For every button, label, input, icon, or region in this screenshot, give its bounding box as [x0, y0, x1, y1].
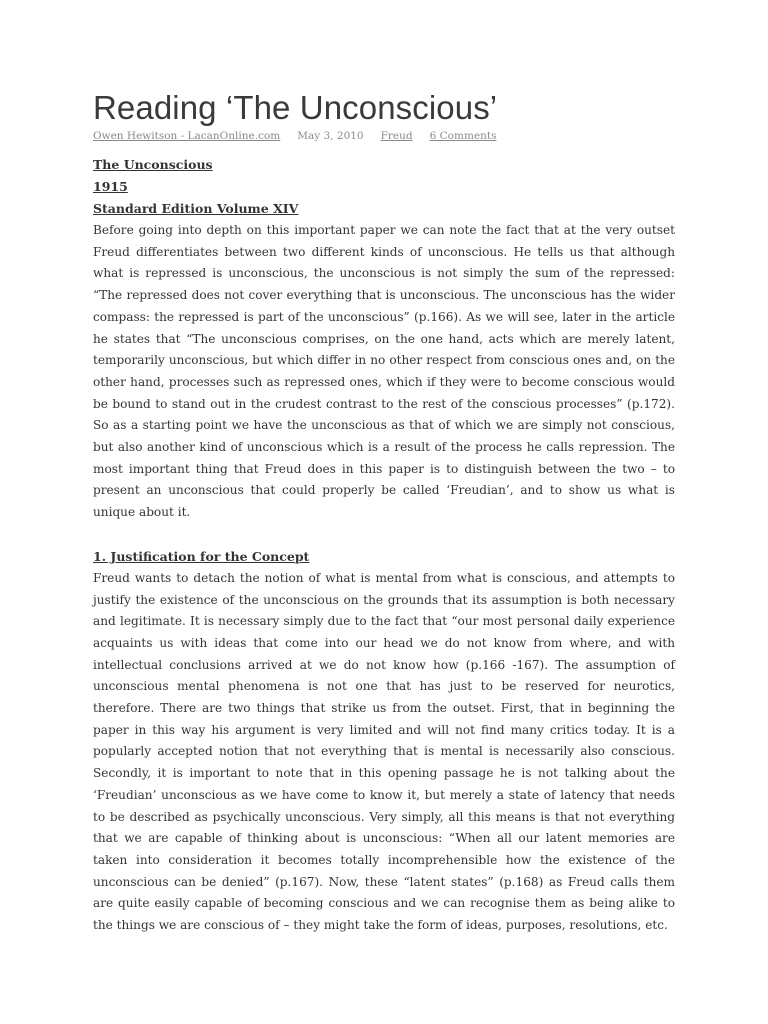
paragraph-spacer: [93, 524, 675, 546]
section1-paragraph: Freud wants to detach the notion of what is mental from what is conscious, and attempts to justify the existence of the unconscious on the grounds that its assumption is both necessary and legitimate. It is necessary simply due to the fact that “our most personal daily experience acquaints us with ideas that come into our head we do not know from where, and with intellectual conclusions arrived at we do not know how (p.166 -167). The assumption of unconscious mental phenomena is not one that has just to be reserved for neurotics, therefore. There are two things that strike us from the outset. First, that in beginning the paper in this way his argument is very limited and will not find many critics today. It is a popularly accepted notion that not everything that is mental is necessarily also conscious. Secondly, it is important to note that in this opening passage he is not talking about the ‘Freudian’ unconscious as we have come to know it, but merely a state of latency that needs to be described as psychically unconscious. Very simply, all this means is that not everything that we are capable of thinking about is unconscious: “When all our latent memories are taken into consideration it becomes totally incomprehensible how the existence of the unconscious can be denied” (p.167). Now, these “latent states” (p.168) as Freud calls them are quite easily capable of becoming conscious and we can recognise them as being alike to the things we are conscious of – they might take the form of ideas, purposes, resolutions, etc.: [93, 570, 675, 933]
intro-paragraph: Before going into depth on this important paper we can note the fact that at the very outset Freud differentiates between two different kinds of unconscious. He tells us that although what is repressed is unconscious, the unconscious is not simply the sum of the repressed: “The repressed does not cover everything that is unconscious. The unconscious has the wider compass: the repressed is part of the unconscious” (p.166). As we will see, later in the article he states that “The unconscious comprises, on the one hand, acts which are merely latent, temporarily unconscious, but which differ in no other respect from conscious ones and, on the other hand, processes such as repressed ones, which if they were to become conscious would be bound to stand out in the crudest contrast to the rest of the conscious processes” (p.172). So as a starting point we have the unconscious as that of which we are simply not conscious, but also another kind of unconscious which is a result of the process he calls repression. The most important thing that Freud does in this paper is to distinguish between the two – to present an unconscious that could properly be called ‘Freudian’, and to show us what is unique about it.: [93, 223, 675, 520]
section-heading-justification: 1. Justification for the Concept: [93, 548, 310, 564]
comments-link[interactable]: 6 Comments: [429, 130, 497, 142]
work-year: 1915: [93, 179, 128, 194]
post-date: May 3, 2010: [297, 130, 364, 142]
edition-heading: Standard Edition Volume XIV: [93, 201, 299, 216]
article-meta: [93, 129, 675, 144]
work-title: The Unconscious: [93, 157, 213, 172]
author-link[interactable]: Owen Hewitson - LacanOnline.com: [93, 130, 281, 142]
category-link[interactable]: Freud: [380, 130, 413, 142]
article-title: Reading ‘The Unconscious’: [93, 89, 498, 126]
